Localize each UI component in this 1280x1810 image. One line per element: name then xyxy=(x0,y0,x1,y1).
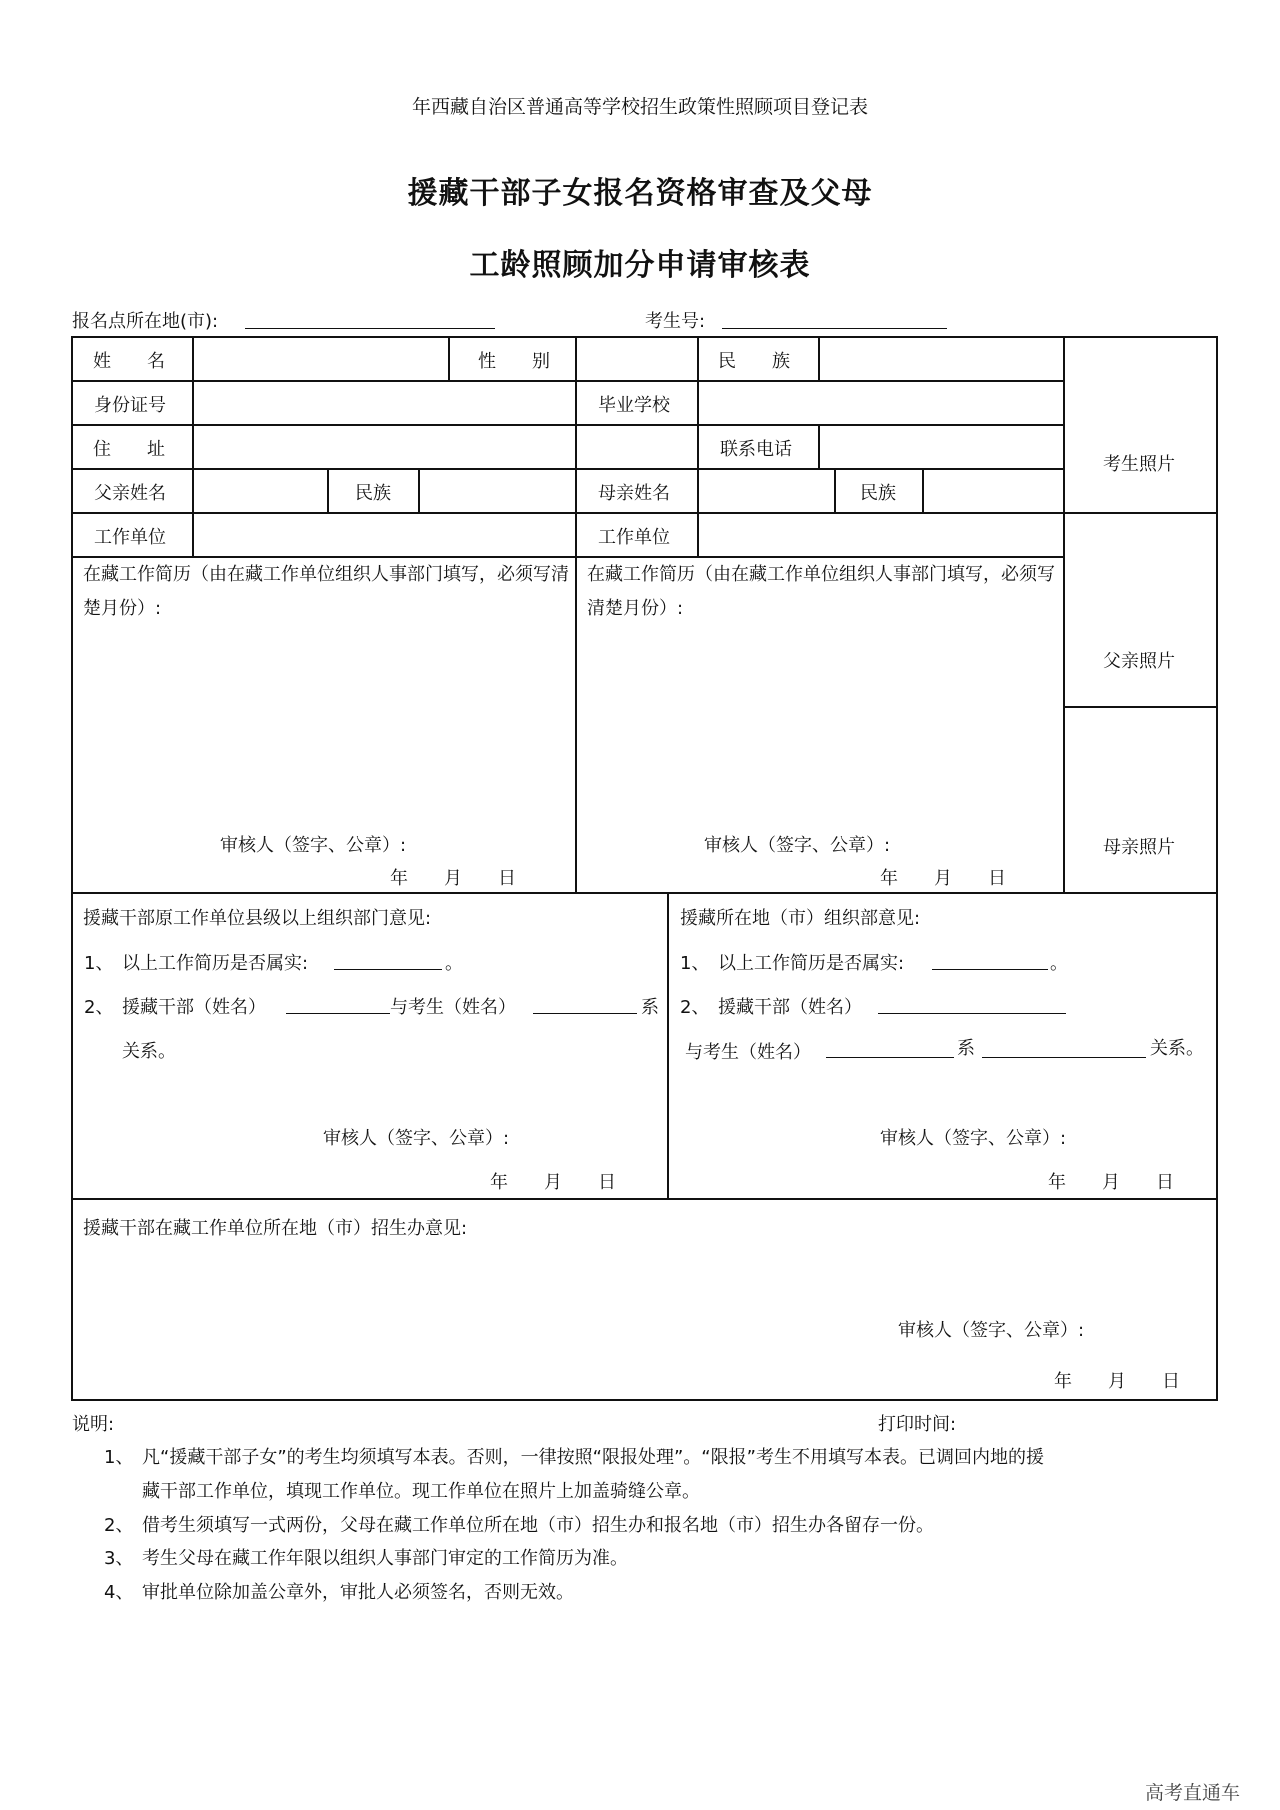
address-field[interactable] xyxy=(194,426,696,467)
name-field[interactable] xyxy=(194,338,447,379)
right-resume-true-field[interactable] xyxy=(932,969,1048,970)
left-item2-cadre-label: 援藏干部（姓名） xyxy=(122,997,266,1018)
note-1-number: 1、 xyxy=(104,1447,134,1468)
right-item2-number: 2、 xyxy=(680,997,710,1018)
left-item2-relation-end: 关系。 xyxy=(122,1041,176,1062)
id-number-label: 身份证号 xyxy=(94,395,166,416)
right-opinion-reviewer: 审核人（签字、公章）: xyxy=(880,1128,1067,1149)
right-item2-student-label: 与考生（姓名） xyxy=(685,1042,811,1063)
father-resume-instruction: 在藏工作简历（由在藏工作单位组织人事部门填写，必须写清楚月份）: xyxy=(83,564,569,619)
left-student-name-field[interactable] xyxy=(533,1013,637,1014)
gender-field[interactable] xyxy=(577,338,696,379)
note-1-text: 凡“援藏干部子女”的考生均须填写本表。否则，一律按照“限报处理”。“限报”考生不用填写本表。已调回内地的援 xyxy=(142,1447,1044,1468)
ethnicity-field[interactable] xyxy=(820,338,1062,379)
note-4-text: 审批单位除加盖公章外，审批人必须签名，否则无效。 xyxy=(142,1582,574,1603)
note-4-number: 4、 xyxy=(104,1582,134,1603)
right-student-name-field[interactable] xyxy=(826,1057,954,1058)
exam-number-field[interactable] xyxy=(722,328,947,329)
mother-resume-reviewer: 审核人（签字、公章）: xyxy=(704,835,891,856)
father-photo-label: 父亲照片 xyxy=(1103,651,1175,672)
mother-resume-date: 年 月 日 xyxy=(880,868,1006,889)
father-resume-date: 年 月 日 xyxy=(390,868,516,889)
ethnicity-label: 民 族 xyxy=(718,351,790,372)
right-cadre-name-field[interactable] xyxy=(878,1013,1066,1014)
phone-label: 联系电话 xyxy=(720,439,792,460)
form-title-line2: 工龄照顾加分申请审核表 xyxy=(469,248,811,283)
father-work-unit-field[interactable] xyxy=(194,514,574,555)
print-time-label: 打印时间: xyxy=(878,1414,957,1435)
school-label: 毕业学校 xyxy=(598,395,670,416)
form-caption: 年西藏自治区普通高等学校招生政策性照顾项目登记表 xyxy=(411,96,868,118)
father-work-unit-label: 工作单位 xyxy=(94,527,166,548)
org-department-opinion-heading: 援藏所在地（市）组织部意见: xyxy=(680,908,921,929)
gender-label: 性 别 xyxy=(478,351,550,372)
right-item1-end: 。 xyxy=(1050,953,1068,974)
father-resume-reviewer: 审核人（签字、公章）: xyxy=(220,835,407,856)
mother-ethnicity-label: 民族 xyxy=(860,483,896,504)
left-cadre-name-field[interactable] xyxy=(286,1013,390,1014)
left-resume-true-field[interactable] xyxy=(334,969,442,970)
mother-ethnicity-field[interactable] xyxy=(924,470,1062,511)
note-3-text: 考生父母在藏工作年限以组织人事部门审定的工作简历为准。 xyxy=(142,1548,628,1569)
right-item2-relation-end: 关系。 xyxy=(1150,1038,1204,1059)
left-item2-relation-label: 系 xyxy=(641,997,659,1018)
student-photo-label: 考生照片 xyxy=(1103,454,1175,475)
note-2-text: 借考生须填写一式两份，父母在藏工作单位所在地（市）招生办和报名地（市）招生办各留存一份。 xyxy=(142,1515,934,1536)
right-opinion-date: 年 月 日 xyxy=(1048,1172,1174,1193)
father-ethnicity-field[interactable] xyxy=(420,470,574,511)
father-name-field[interactable] xyxy=(194,470,326,511)
mother-work-unit-field[interactable] xyxy=(699,514,1062,555)
father-ethnicity-label: 民族 xyxy=(355,483,391,504)
mother-name-field[interactable] xyxy=(699,470,833,511)
admissions-office-opinion-heading: 援藏干部在藏工作单位所在地（市）招生办意见: xyxy=(83,1218,468,1239)
note-3-number: 3、 xyxy=(104,1548,134,1569)
right-item2-cadre-label: 援藏干部（姓名） xyxy=(718,997,862,1018)
address-label: 住 址 xyxy=(93,439,165,460)
right-item1-text: 以上工作简历是否属实: xyxy=(718,953,905,974)
note-1-continued: 藏干部工作单位，填现工作单位。现工作单位在照片上加盖骑缝公章。 xyxy=(142,1481,700,1502)
form-title-line1: 援藏干部子女报名资格审查及父母 xyxy=(407,176,873,211)
watermark: 高考直通车 xyxy=(1145,1782,1241,1804)
left-opinion-reviewer: 审核人（签字、公章）: xyxy=(323,1128,510,1149)
left-opinion-date: 年 月 日 xyxy=(490,1172,616,1193)
left-item1-text: 以上工作简历是否属实: xyxy=(122,953,309,974)
left-item2-number: 2、 xyxy=(84,997,114,1018)
school-field[interactable] xyxy=(699,382,1062,423)
registration-location-field[interactable] xyxy=(245,328,495,329)
mother-name-label: 母亲姓名 xyxy=(598,483,670,504)
registration-location-label: 报名点所在地(市): xyxy=(72,311,219,332)
mother-resume-instruction: 在藏工作简历（由在藏工作单位组织人事部门填写，必须写清楚月份）: xyxy=(587,564,1055,619)
phone-field[interactable] xyxy=(820,426,1062,467)
id-number-field[interactable] xyxy=(194,382,574,423)
mother-photo-label: 母亲照片 xyxy=(1103,837,1175,858)
left-item2-student-label: 与考生（姓名） xyxy=(390,997,516,1018)
left-item1-end: 。 xyxy=(445,953,463,974)
admissions-office-reviewer: 审核人（签字、公章）: xyxy=(898,1320,1085,1341)
notes-label: 说明: xyxy=(72,1414,115,1435)
mother-work-unit-label: 工作单位 xyxy=(598,527,670,548)
right-item1-number: 1、 xyxy=(680,953,710,974)
exam-number-label: 考生号: xyxy=(645,311,706,332)
admissions-office-date: 年 月 日 xyxy=(1054,1371,1180,1392)
right-relation-field[interactable] xyxy=(982,1057,1146,1058)
note-2-number: 2、 xyxy=(104,1515,134,1536)
father-name-label: 父亲姓名 xyxy=(94,483,166,504)
right-item2-relation-label: 系 xyxy=(957,1038,975,1059)
left-item1-number: 1、 xyxy=(84,953,114,974)
original-unit-opinion-heading: 援藏干部原工作单位县级以上组织部门意见: xyxy=(83,908,432,929)
name-label: 姓 名 xyxy=(93,351,165,372)
